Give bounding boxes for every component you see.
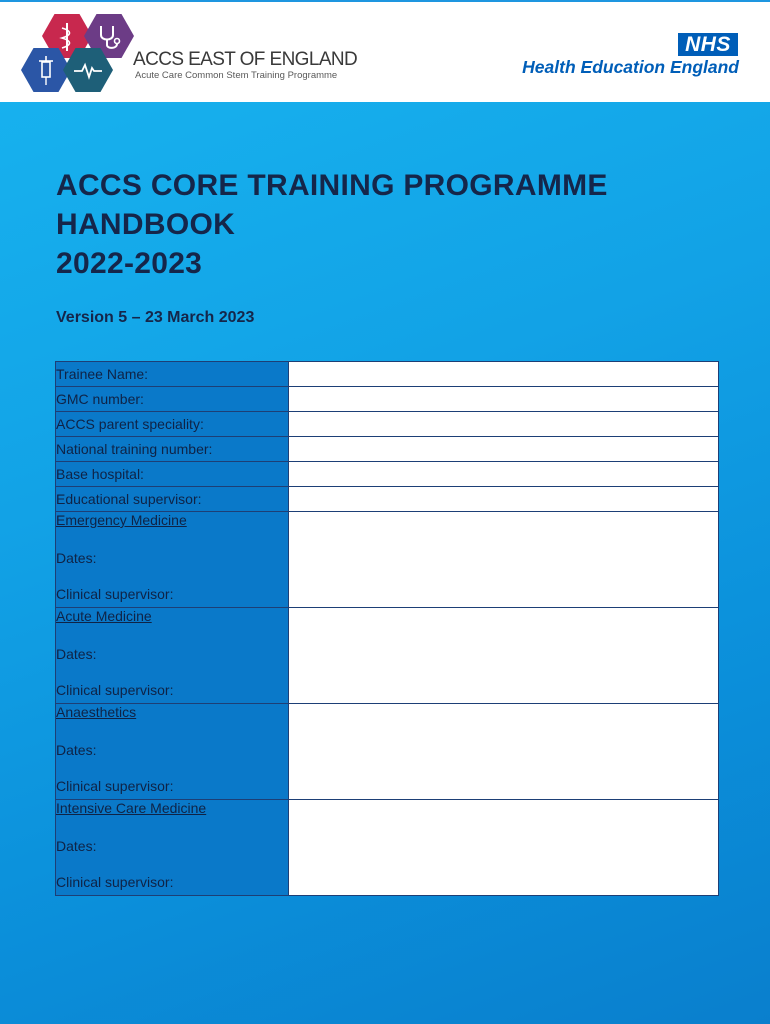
trainee-details-form	[55, 361, 719, 896]
placement-label-cell	[56, 704, 289, 800]
document-title	[56, 166, 608, 283]
placement-specialty: Intensive Care Medicine	[56, 800, 207, 816]
field-label: Trainee Name:	[56, 362, 289, 387]
dates-label: Dates:	[56, 838, 97, 854]
placement-row	[56, 608, 719, 704]
title-line: ACCS CORE TRAINING PROGRAMME	[56, 169, 608, 202]
clinical-supervisor-label: Clinical supervisor:	[56, 874, 174, 890]
title-line: 2022-2023	[56, 247, 203, 280]
logo-subtitle: Acute Care Common Stem Training Programme	[135, 70, 338, 81]
title-line: HANDBOOK	[56, 208, 236, 241]
intensive-care-medicine-field[interactable]	[289, 800, 719, 896]
trainee-name-field[interactable]	[289, 362, 719, 387]
placement-row	[56, 512, 719, 608]
field-label: Base hospital:	[56, 462, 289, 487]
parent-speciality-field[interactable]	[289, 412, 719, 437]
form-row	[56, 437, 719, 462]
clinical-supervisor-label: Clinical supervisor:	[56, 778, 174, 794]
logo-title: ACCS EAST OF ENGLAND	[133, 49, 358, 70]
placement-label-cell	[56, 800, 289, 896]
nhs-logo: NHS	[678, 33, 738, 56]
base-hospital-field[interactable]	[289, 462, 719, 487]
form-row	[56, 387, 719, 412]
heartbeat-icon	[63, 48, 113, 92]
field-label: GMC number:	[56, 387, 289, 412]
version-label: Version 5 – 23 March 2023	[56, 309, 255, 326]
field-label: Educational supervisor:	[56, 487, 289, 512]
clinical-supervisor-label: Clinical supervisor:	[56, 586, 174, 602]
placement-label-cell	[56, 608, 289, 704]
placement-row	[56, 800, 719, 896]
anaesthetics-field[interactable]	[289, 704, 719, 800]
form-row	[56, 412, 719, 437]
placement-label-cell	[56, 512, 289, 608]
nhs-org-name: Health Education England	[522, 57, 739, 77]
dates-label: Dates:	[56, 550, 97, 566]
clinical-supervisor-label: Clinical supervisor:	[56, 682, 174, 698]
acute-medicine-field[interactable]	[289, 608, 719, 704]
dates-label: Dates:	[56, 646, 97, 662]
placement-specialty: Anaesthetics	[56, 704, 137, 720]
hex-teal	[63, 48, 113, 92]
form-row	[56, 487, 719, 512]
field-label: National training number:	[56, 437, 289, 462]
form-row	[56, 362, 719, 387]
gmc-number-field[interactable]	[289, 387, 719, 412]
form-row	[56, 462, 719, 487]
placement-specialty: Emergency Medicine	[56, 512, 187, 528]
placement-specialty: Acute Medicine	[56, 608, 152, 624]
educational-supervisor-field[interactable]	[289, 487, 719, 512]
page-header	[0, 2, 770, 102]
dates-label: Dates:	[56, 742, 97, 758]
field-label: ACCS parent speciality:	[56, 412, 289, 437]
placement-row	[56, 704, 719, 800]
emergency-medicine-field[interactable]	[289, 512, 719, 608]
training-number-field[interactable]	[289, 437, 719, 462]
